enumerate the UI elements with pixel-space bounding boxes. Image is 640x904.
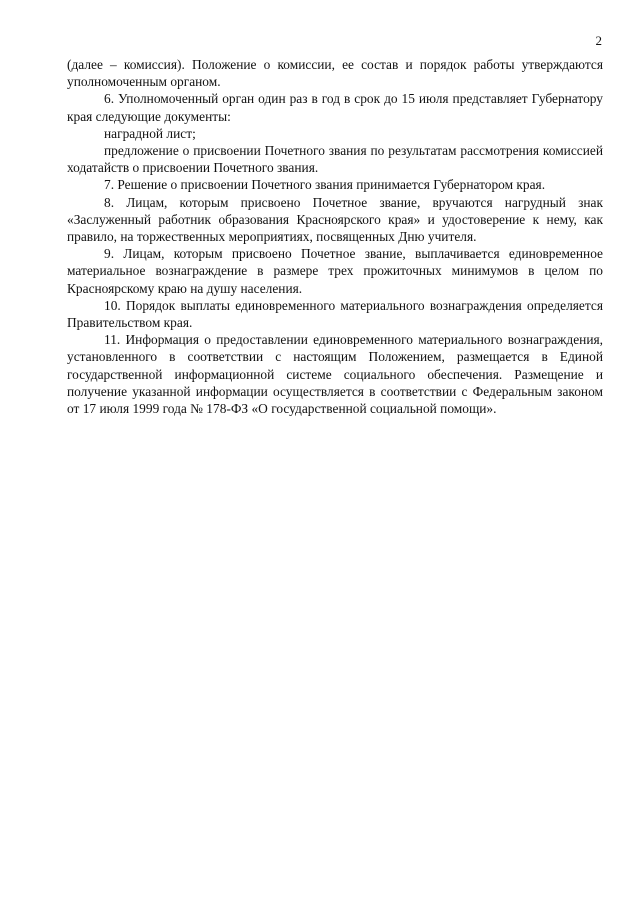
paragraph-item-11: 11. Информация о предоставлении единовременного материального вознаграждения, установленного в соответствии с настоящим Положением, размещается в Единой государственной информационной системе социального обеспечения. Размещение и получение указанной информации осуществляется в соответствии с Федеральным законом от 17 июля 1999 года № 178-ФЗ «О государственной социальной помощи».	[67, 332, 603, 417]
paragraph-item-10: 10. Порядок выплаты единовременного материального вознаграждения определяется Правительством края.	[67, 297, 603, 331]
paragraph-proposal: предложение о присвоении Почетного звания по результатам рассмотрения комиссией ходатайств о присвоении Почетного звания.	[67, 143, 603, 176]
paragraph-award-sheet: наградной лист;	[104, 125, 196, 141]
document-body	[67, 56, 603, 417]
paragraph-item-6: 6. Уполномоченный орган один раз в год в срок до 15 июля представляет Губернатору края следующие документы:	[67, 91, 603, 124]
paragraph-item-9: 9. Лицам, которым присвоено Почетное звание, выплачивается единовременное материальное вознаграждение в размере трех прожиточных минимумов в целом по Красноярскому краю на душу населения.	[67, 246, 603, 296]
paragraph-commission-continuation: (далее – комиссия). Положение о комиссии, ее состав и порядок работы утверждаются уполномоченным органом.	[67, 57, 603, 90]
page-number: 2	[595, 33, 602, 48]
paragraph-item-7: 7. Решение о присвоении Почетного звания принимается Губернатором края.	[104, 177, 546, 193]
paragraph-item-8: 8. Лицам, которым присвоено Почетное звание, вручаются нагрудный знак «Заслуженный работник образования Красноярского края» и удостоверение к нему, как правило, на торжественных мероприятиях, посвященных Дню учителя.	[67, 194, 603, 245]
